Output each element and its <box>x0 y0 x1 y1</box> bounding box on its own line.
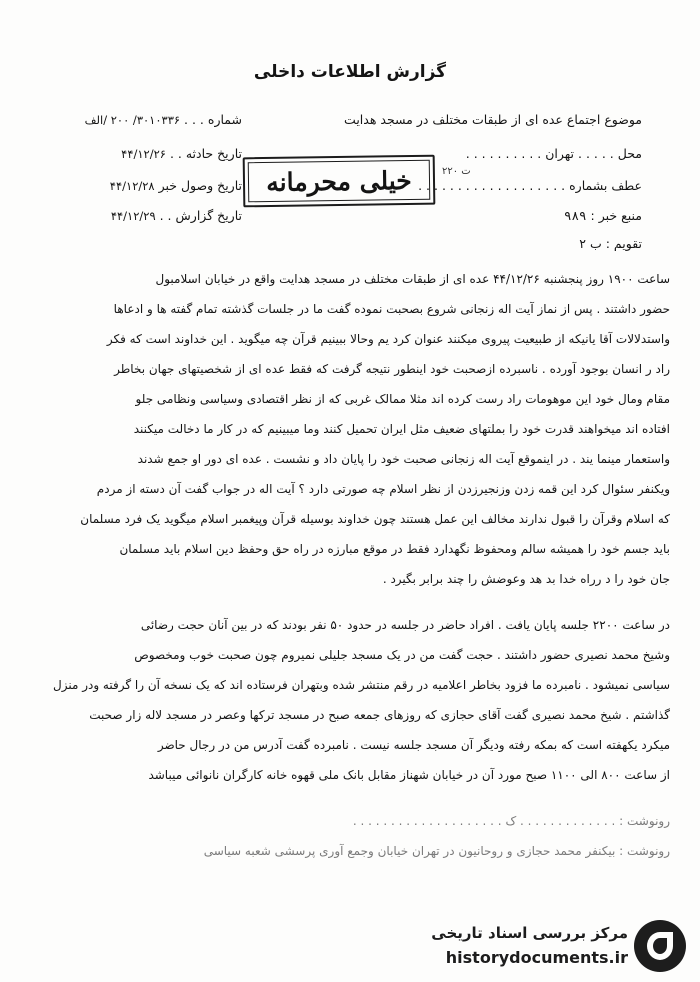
header-source-value: ۹۸۹ <box>563 208 587 223</box>
report-line: حضور داشتند . پس از نماز آیت اله زنجانی شروع بصحبت نموده گفت ما در جلسات گذشته تمام گفته ها و ادعاها <box>113 302 670 316</box>
report-line: رونوشت : . . . . . . . . . . . . . ک . . . . . . . . . . . . . . . . . . . . <box>352 814 670 828</box>
report-line: که اسلام وقرآن را قبول ندارند مخالف این عمل هستند چون خداوند بوسیله قرآن وپیغمبر اسلام میگوید یک فرد مسلمان <box>80 512 670 526</box>
header-incident-date-label: تاریخ حادثه <box>185 146 242 161</box>
report-line: میکرد یکهفته است که بمکه رفته ودیگر آن مسجد جلسه نیست . نامبرده گفت آدرس من در رجال حاضر <box>157 738 670 752</box>
header-report-date-value: ۴۴/۱۲/۲۹ <box>110 209 156 223</box>
header-reference: عطف بشماره . . . . . . . . . . . . . . . . . . . <box>418 178 642 193</box>
header-source <box>564 208 642 223</box>
report-line <box>20 594 670 610</box>
header-calendar <box>579 236 642 251</box>
header-reference-label: عطف بشماره <box>569 178 642 193</box>
archive-watermark <box>404 918 686 976</box>
report-line: ویکنفر سئوال کرد این قمه زدن وزنجیرزدن از نظر اسلام چه صورتی دارد ؟ آیت اله در جواب گفت آن دسته از مردم <box>96 482 670 496</box>
report-line: راد ر انسان بوجود آورده . ناسبرده ازصحبت خود اینطور نتیجه گرفت که فقط عده ای از شخصیتهای جهان بخاطر <box>114 362 670 376</box>
report-line: از ساعت ۸۰۰ الی ۱۱۰۰ صبح مورد آن در خیابان شهناز مقابل بانک ملی قهوه خانه کارگران نانوائی میباشد <box>148 768 670 782</box>
report-line: افتاده اند میخواهند قدرت خود را بملتهای ضعیف مثل ایران تحمیل کنند وما میبینیم که در کار ما دخالت میکنند <box>133 422 670 436</box>
stamp-text: خیلی محرمانه <box>266 165 412 197</box>
report-line: واستدلالات آقا یانیکه از طبیعیت پیروی میکنند عنوان کرد یم وحالا ببینیم قرآن چه میگوید . این خداوند است که فکر <box>106 332 670 346</box>
header-incident-date-value: ۴۴/۱۲/۲۶ <box>121 147 166 161</box>
top-secret-stamp <box>243 155 436 208</box>
report-line <box>20 790 670 806</box>
header-incident-date: تاریخ حادثه . . ۴۴/۱۲/۲۶ <box>121 146 242 161</box>
header-number-value: ۳۰۱۰۳۳۶/ ۲۰۰ /الف <box>84 113 181 127</box>
report-line: باید جسم خود را همیشه سالم ومحفوظ نگهدارد فقط در موقع مبارزه در راه حق وحفظ دین اسلام باید مسلمان <box>119 542 670 556</box>
header-received-date <box>22 178 242 193</box>
margin-note: ت ۲۲۰ <box>442 166 471 177</box>
header-location-label: محل <box>617 146 642 161</box>
header-subject-label: موضوع <box>604 112 642 127</box>
header-received-date-label: تاریخ وصول خبر <box>158 178 242 193</box>
report-body <box>20 264 670 866</box>
header-calendar-value: ب ۲ <box>579 236 602 251</box>
header-source-label: منبع خبر : <box>590 208 642 223</box>
watermark-org-name: مرکز بررسی اسناد تاریخی <box>431 924 628 942</box>
header-location: محل . . . . . تهران . . . . . . . . . . <box>465 146 642 161</box>
report-line: وشیخ محمد نصیری حضور داشتند . حجت گفت من در یک مسجد جلیلی نمیروم چون صحبت خوب ومخصوص <box>134 648 670 662</box>
report-line: در ساعت ۲۲۰۰ جلسه پایان یافت . افراد حاضر در جلسه در حدود ۵۰ نفر بودند که در بین آنان حجت رضائی <box>140 618 670 632</box>
report-line: سیاسی نمیشود . نامبرده ما فزود بخاطر اعلامیه در رقم منتشر شده وبتهران فرستاده اند که یک نسخه آن را گرفته ودر منزل <box>52 678 670 692</box>
header-report-date-label: تاریخ گزارش <box>175 208 242 223</box>
header-number-key: شماره <box>207 112 242 127</box>
header-location-value: تهران <box>545 146 575 161</box>
header-subject <box>344 112 642 127</box>
report-line: گذاشتم . شیخ محمد نصیری گفت آقای حجازی که روزهای جمعه صبح در مسجد ترکها وعصر در مسجد لاله زار صحبت <box>89 708 670 722</box>
header-report-date: تاریخ گزارش . . ۴۴/۱۲/۲۹ <box>110 208 242 223</box>
header-number: شماره . . . ۳۰۱۰۳۳۶/ ۲۰۰ /الف <box>84 112 242 127</box>
header-received-date-value: ۴۴/۱۲/۲۸ <box>109 179 155 193</box>
document-title: گزارش اطلاعات داخلی <box>253 62 447 82</box>
report-line: رونوشت : بیکنفر محمد حجازی و روحانیون در تهران خیابان وجمع آوری پرسشی شعبه سیاسی <box>203 844 670 858</box>
report-line: مقام ومال خود این موهومات راد رست کرده اند مثلا ممالک غربی که از نظر اقتصادی وسیاسی ونظامی جلو <box>135 392 670 406</box>
report-line: واستعمار مینما یند . در اینموقع آیت اله زنجانی صحبت خود را پایان داد و نشست . عده ای دور او جمع شدند <box>137 452 670 466</box>
report-line: ساعت ۱۹۰۰ روز پنجشنبه ۴۴/۱۲/۲۶ عده ای از طبقات مختلف در مسجد هدایت واقع در خیابان اسلامبول <box>155 272 670 286</box>
header-calendar-label: تقویم : <box>605 236 642 251</box>
report-line: جان خود را د رراه خدا بد هد وعوضش را چند برابر بگیرد . <box>382 572 670 586</box>
header-subject-value: اجتماع عده ای از طبقات مختلف در مسجد هدایت <box>344 112 601 127</box>
archive-logo-icon <box>634 920 686 972</box>
watermark-url: historydocuments.ir <box>445 948 628 967</box>
